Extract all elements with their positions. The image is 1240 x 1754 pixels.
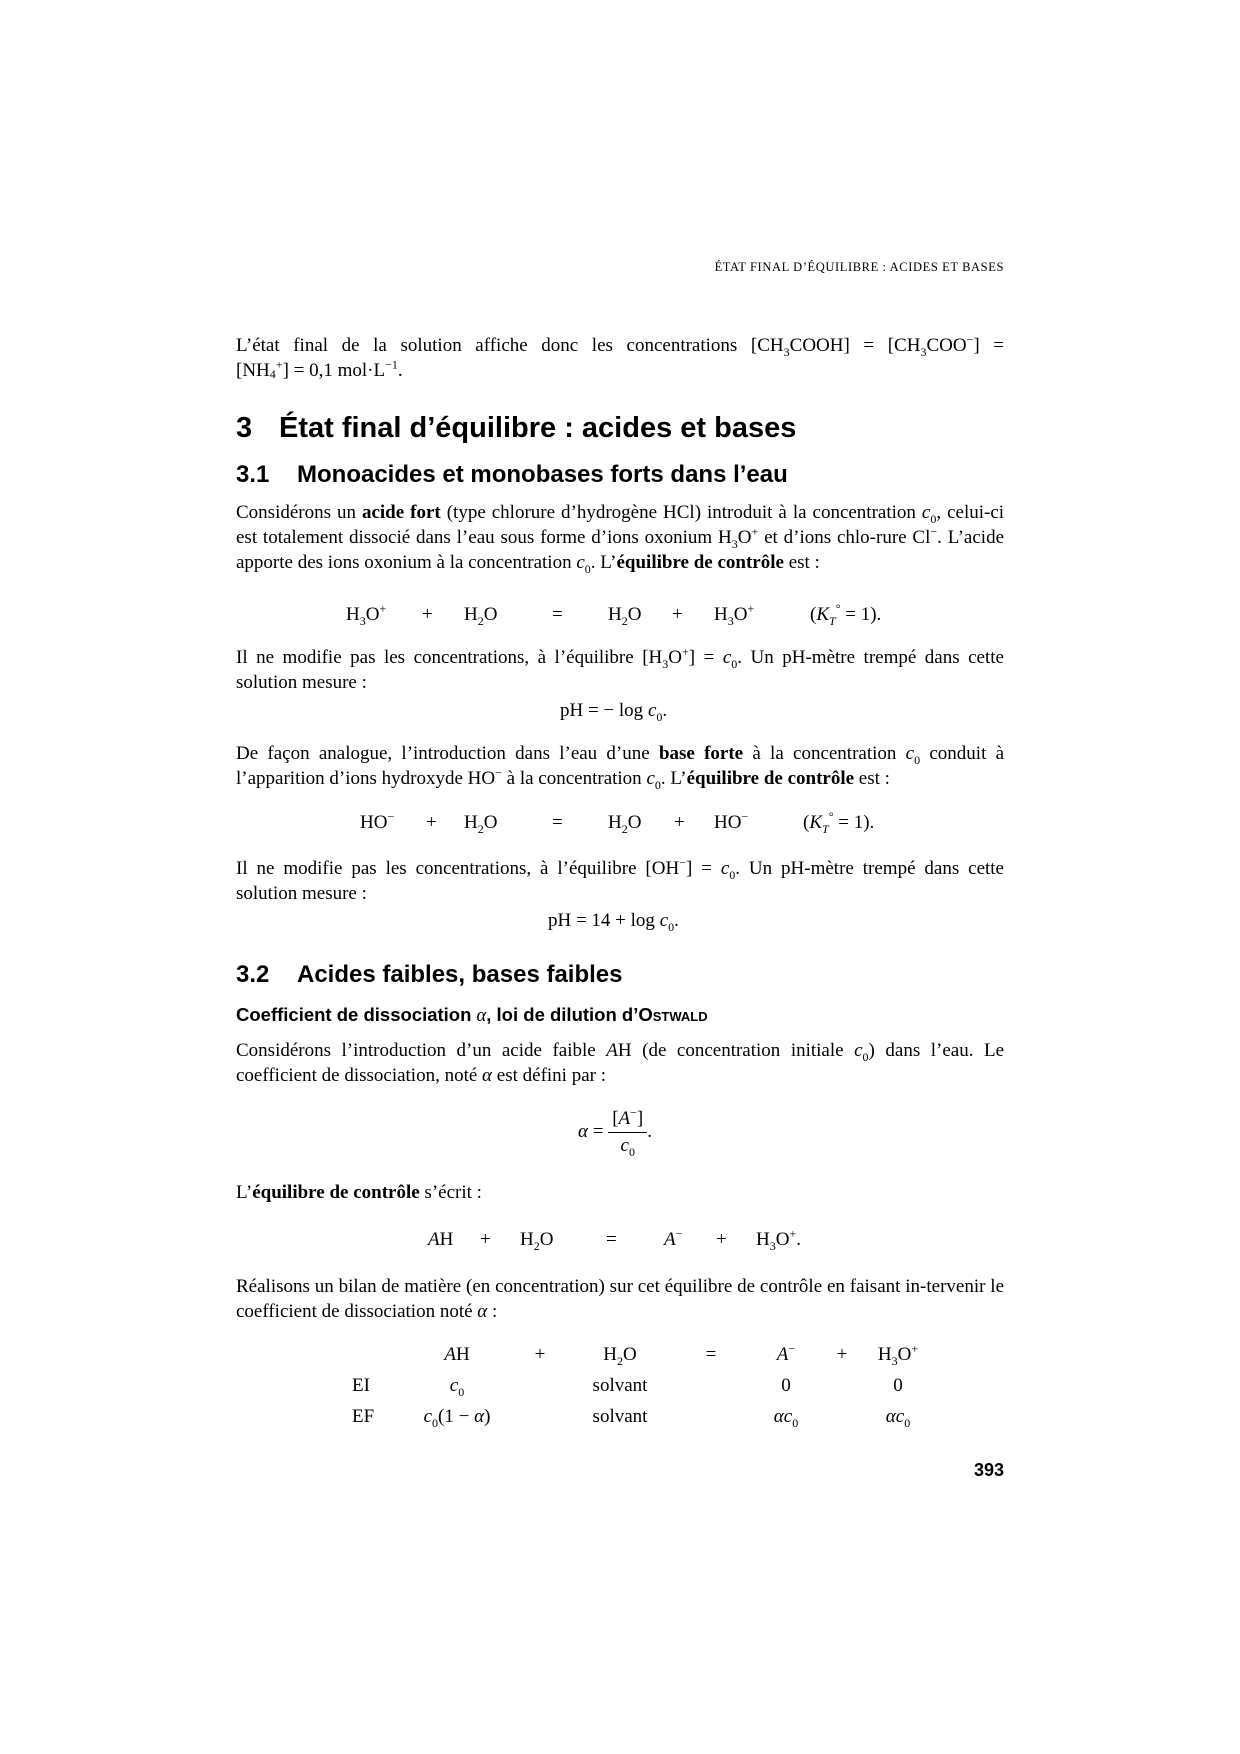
running-header: ÉTAT FINAL D’ÉQUILIBRE : ACIDES ET BASES: [714, 260, 1004, 274]
intro-text: L’état final de la solution affiche donc les concentrations: [236, 335, 738, 356]
section-title: Acides faibles, bases faibles: [297, 961, 623, 988]
table-row: AH + $H_2O$ = A− + $H_3O^+$: [444, 1341, 919, 1368]
section-3-2-heading: [236, 961, 623, 989]
equation-acide-fort: $H_3O^+$ + $H_2O$ = $H_2O$ + $H_3O^+$ $(K_T^\circ = 1)$.: [346, 601, 882, 628]
paragraph-bilan: Réalisons un bilan de matière (en concentration) sur cet équilibre de contrôle en faisant in-tervenir le coefficient de dissociation noté α :: [236, 1276, 1004, 1322]
equation-acide-faible: AH + $H_2O$ = A− + $H_3O^+$.: [428, 1226, 801, 1253]
paragraph-ph-acide: Il ne modifie pas les concentrations, à l’équilibre $[H_3O^+] = c_0$. Un pH-mètre trempé dans cette solution mesure :: [236, 644, 1004, 693]
paragraph-acide-faible: Considérons l’introduction d’un acide faible AH (de concentration initiale $c_0$) dans l’eau. Le coefficient de dissociation, noté α est défini par :: [236, 1040, 1005, 1086]
formula-alpha: α = $\frac{[A^-]}{c_0}$ .: [578, 1105, 652, 1159]
section-number: 3.2: [236, 961, 270, 988]
section-3-1-heading: [236, 461, 788, 489]
page-number: 393: [973, 1460, 1004, 1480]
section-title: État final d’équilibre : acides et bases: [279, 412, 797, 444]
intro-text-2: = 0,1 mol·L: [293, 360, 386, 381]
section-number: 3.1: [236, 461, 270, 488]
paragraph-acide-fort: Considérons un acide fort (type chlorure d’hydrogène HCl) introduit à la concentration $c_0$, celui-ci est totalement dissocié dans l’eau sous forme d’ions oxonium $H_3O^+$ et d’ions chlo-rure Cl−. L’acide apporte des ions oxonium à la concentration $c_0$. L’équilibre de contrôle est :: [236, 502, 1005, 576]
bilan-table: [352, 1339, 934, 1432]
paragraph-equilibre-controle: L’équilibre de contrôle s’écrit :: [236, 1182, 482, 1203]
intro-paragraph: L’état final de la solution affiche donc les concentrations $[CH_3COOH] = [CH_3COO^-]$ = $[NH_4^+] = 0,1$ $mol\cdot L^{-1}$.: [236, 332, 1004, 381]
fraction: $\frac{[A^-]}{c_0}$: [608, 1108, 647, 1157]
section-3-heading: [236, 412, 796, 445]
section-number: 3: [236, 412, 253, 444]
section-title: Monoacides et monobases forts dans l’eau: [297, 461, 788, 488]
formula-ph-base: pH = $14 + \log c_0$.: [548, 910, 679, 934]
paragraph-ph-base: Il ne modifie pas les concentrations, à l’équilibre $[OH^-] = c_0$. Un pH-mètre trempé dans cette solution mesure :: [236, 855, 1004, 904]
paragraph-base-forte: De façon analogue, l’introduction dans l’eau d’une base forte à la concentration $c_0$ conduit à l’apparition d’ions hydroxyde HO− à la concentration $c_0$. L’équilibre de contrôle est :: [236, 743, 1005, 792]
table-row: EF $c_0(1 - \alpha)$ solvant $\alpha c_0$ $\alpha c_0$: [352, 1405, 911, 1430]
subsection-heading-ostwald: Coefficient de dissociation α, loi de dilution d’Ostwald: [236, 1004, 708, 1026]
table-row: EI $c_0$ solvant 0 0: [352, 1374, 903, 1399]
equation-base-forte: HO− + $H_2O$ = $H_2O$ + HO− $(K_T^\circ = 1)$.: [360, 809, 875, 836]
formula-ph-acide: pH = − $\log c_0$.: [560, 700, 668, 724]
